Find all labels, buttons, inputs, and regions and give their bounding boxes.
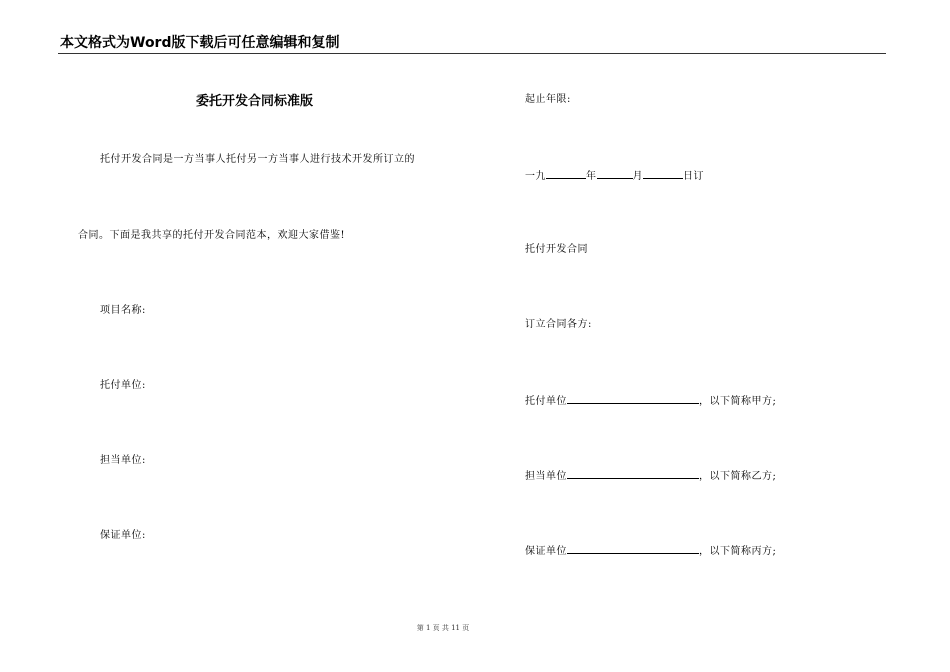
party-a-line [525, 393, 776, 409]
signing-date-line [525, 168, 704, 184]
document-title: 委托开发合同标准版 [196, 94, 314, 109]
year-blank [546, 168, 586, 179]
undertaking-unit-label: 担当单位: [100, 455, 146, 466]
party-c-line [525, 543, 776, 559]
date-prefix: 一九 [525, 171, 546, 182]
month-blank [597, 168, 633, 179]
party-a-label: 托付单位 [525, 396, 567, 407]
contract-title-label: 托付开发合同 [525, 244, 588, 255]
project-name-label: 项目名称: [100, 305, 146, 316]
guarantee-unit-label: 保证单位: [100, 530, 146, 541]
party-c-blank [567, 543, 699, 554]
parties-heading: 订立合同各方: [525, 319, 592, 330]
party-b-blank [567, 468, 699, 479]
page-number-footer: 第 1 页 共 11 页 [416, 624, 470, 632]
date-month-label: 月 [632, 171, 643, 182]
date-year-label: 年 [586, 171, 597, 182]
header-divider [58, 53, 886, 54]
party-c-suffix: ，以下简称丙方; [699, 546, 777, 557]
intro-paragraph-line-1: 托付开发合同是一方当事人托付另一方当事人进行技术开发所订立的 [100, 154, 415, 165]
date-suffix: 日订 [683, 171, 704, 182]
party-b-suffix: ，以下简称乙方; [699, 471, 777, 482]
intro-paragraph-line-2: 合同。下面是我共享的托付开发合同范本，欢迎大家借鉴! [78, 230, 346, 241]
document-banner: 本文格式为Word版下载后可任意编辑和复制 [60, 35, 340, 51]
party-c-label: 保证单位 [525, 546, 567, 557]
party-a-suffix: ，以下简称甲方; [699, 396, 777, 407]
party-a-blank [567, 393, 699, 404]
party-b-line [525, 468, 776, 484]
party-b-label: 担当单位 [525, 471, 567, 482]
term-label: 起止年限: [525, 94, 571, 105]
day-blank [643, 168, 683, 179]
entrusting-unit-label: 托付单位: [100, 380, 146, 391]
